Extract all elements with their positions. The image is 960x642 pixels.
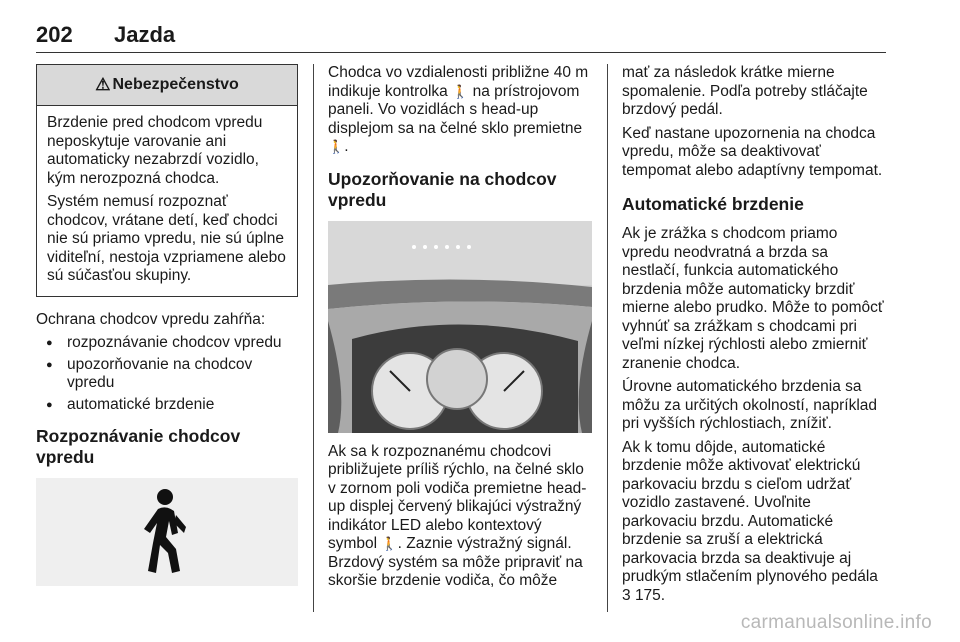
column-1 bbox=[36, 64, 298, 586]
page-header bbox=[36, 22, 886, 53]
head-up-display-photo bbox=[328, 221, 592, 433]
warning-paragraph-2: Systém nemusí rozpoznať chodcov, vrátane detí, keď chodci nie sú priamo vpredu, nie sú úplne viditeľní, nestoja vzpriamene alebo sú súčasťou skupiny. bbox=[47, 193, 286, 284]
page-number: 202 bbox=[36, 22, 73, 47]
warning-triangle-icon: ⚠ bbox=[95, 74, 111, 94]
section-heading-detection: Rozpoznávanie chodcov vpredu bbox=[36, 426, 241, 467]
list-item: ● rozpoznávanie chodcov vpredu bbox=[36, 334, 298, 353]
detection-paragraph: Chodca vo vzdialenosti približne 40 m indikuje kontrolka 🚶 na prístrojovom paneli. Vo vozidlách s head-up displejom sa na čelné sklo premietne 🚶. bbox=[328, 64, 589, 155]
pedestrian-symbol-icon: 🚶 bbox=[328, 139, 345, 154]
chapter-title: Jazda bbox=[114, 22, 176, 47]
warning-paragraph-1: Brzdenie pred chodcom vpredu neposkytuje varovanie ani automaticky nezabrzdí vozidlo, kým nerozpozná chodca. bbox=[47, 114, 263, 187]
warning-title: Nebezpečenstvo bbox=[112, 75, 239, 93]
intro-text: Ochrana chodcov vpredu zahŕňa: bbox=[36, 310, 266, 328]
warning-box bbox=[36, 64, 298, 297]
parking-brake-paragraph: Ak k tomu dôjde, automatické brzdenie môže aktivovať elektrickú parkovaciu brzdu s cieľom udržať vozidlo zastavené. Uvoľnite parkovaciu brzdu. Automatické brzdenie sa zruší a elektrická parkovacia brzda sa deaktivuje aj prudkým stlačením plynového pedála 3 175. bbox=[622, 438, 878, 604]
warning-header bbox=[37, 65, 297, 106]
feature-list bbox=[36, 334, 298, 414]
pedestrian-icon bbox=[132, 487, 202, 577]
pedestrian-illustration bbox=[36, 478, 298, 586]
cockpit-illustration bbox=[328, 221, 592, 433]
list-item: ● automatické brzdenie bbox=[36, 396, 298, 415]
section-heading-alert: Upozorňovanie na chodcov vpredu bbox=[328, 168, 557, 210]
watermark: carmanualsonline.info bbox=[740, 612, 932, 633]
section-heading-braking: Automatické brzdenie bbox=[622, 194, 804, 214]
column-3 bbox=[622, 64, 886, 610]
column-divider bbox=[313, 64, 314, 612]
continued-paragraph: mať za následok krátke mierne spomalenie. Podľa potreby stláčajte brzdový pedál. bbox=[622, 64, 868, 118]
column-2 bbox=[328, 64, 592, 596]
levels-paragraph: Úrovne automatického brzdenia sa môžu za určitých okolností, napríklad pri vyšších rýchlostiach, znížiť. bbox=[622, 378, 878, 432]
page-reference-link[interactable]: 175. bbox=[634, 586, 666, 604]
pedestrian-symbol-icon: 🚶 bbox=[381, 536, 398, 551]
alert-paragraph: Ak sa k rozpoznanému chodcovi približujete príliš rýchlo, na čelné sklo v zornom poli vodiča premietne head-up displej červený blikajúci výstražný indikátor LED alebo kontextový symbol 🚶. Zaznie výstražný signál. Brzdový systém sa môže pripraviť na skoršie brzdenie vodiča, čo môže bbox=[328, 442, 587, 589]
braking-paragraph: Ak je zrážka s chodcom priamo vpredu neodvratná a brzda sa nestlačí, funkcia automatického brzdenia môže automaticky brzdiť mierne alebo prudko. Môže to pomôcť vyhnúť sa zrážkam s chodcami pri veľmi nízkej rýchlosti alebo zmierniť zranenie chodca. bbox=[622, 225, 884, 372]
warning-body bbox=[37, 106, 297, 296]
pedestrian-symbol-icon: 🚶 bbox=[452, 83, 469, 99]
column-divider bbox=[607, 64, 608, 612]
page-reference-icon: 3 bbox=[622, 586, 631, 604]
cruise-paragraph: Keď nastane upozornenia na chodca vpredu, môže sa deaktivovať tempomat alebo adaptívny tempomat. bbox=[622, 124, 883, 179]
list-item: ● upozorňovanie na chodcov vpredu bbox=[36, 356, 298, 393]
